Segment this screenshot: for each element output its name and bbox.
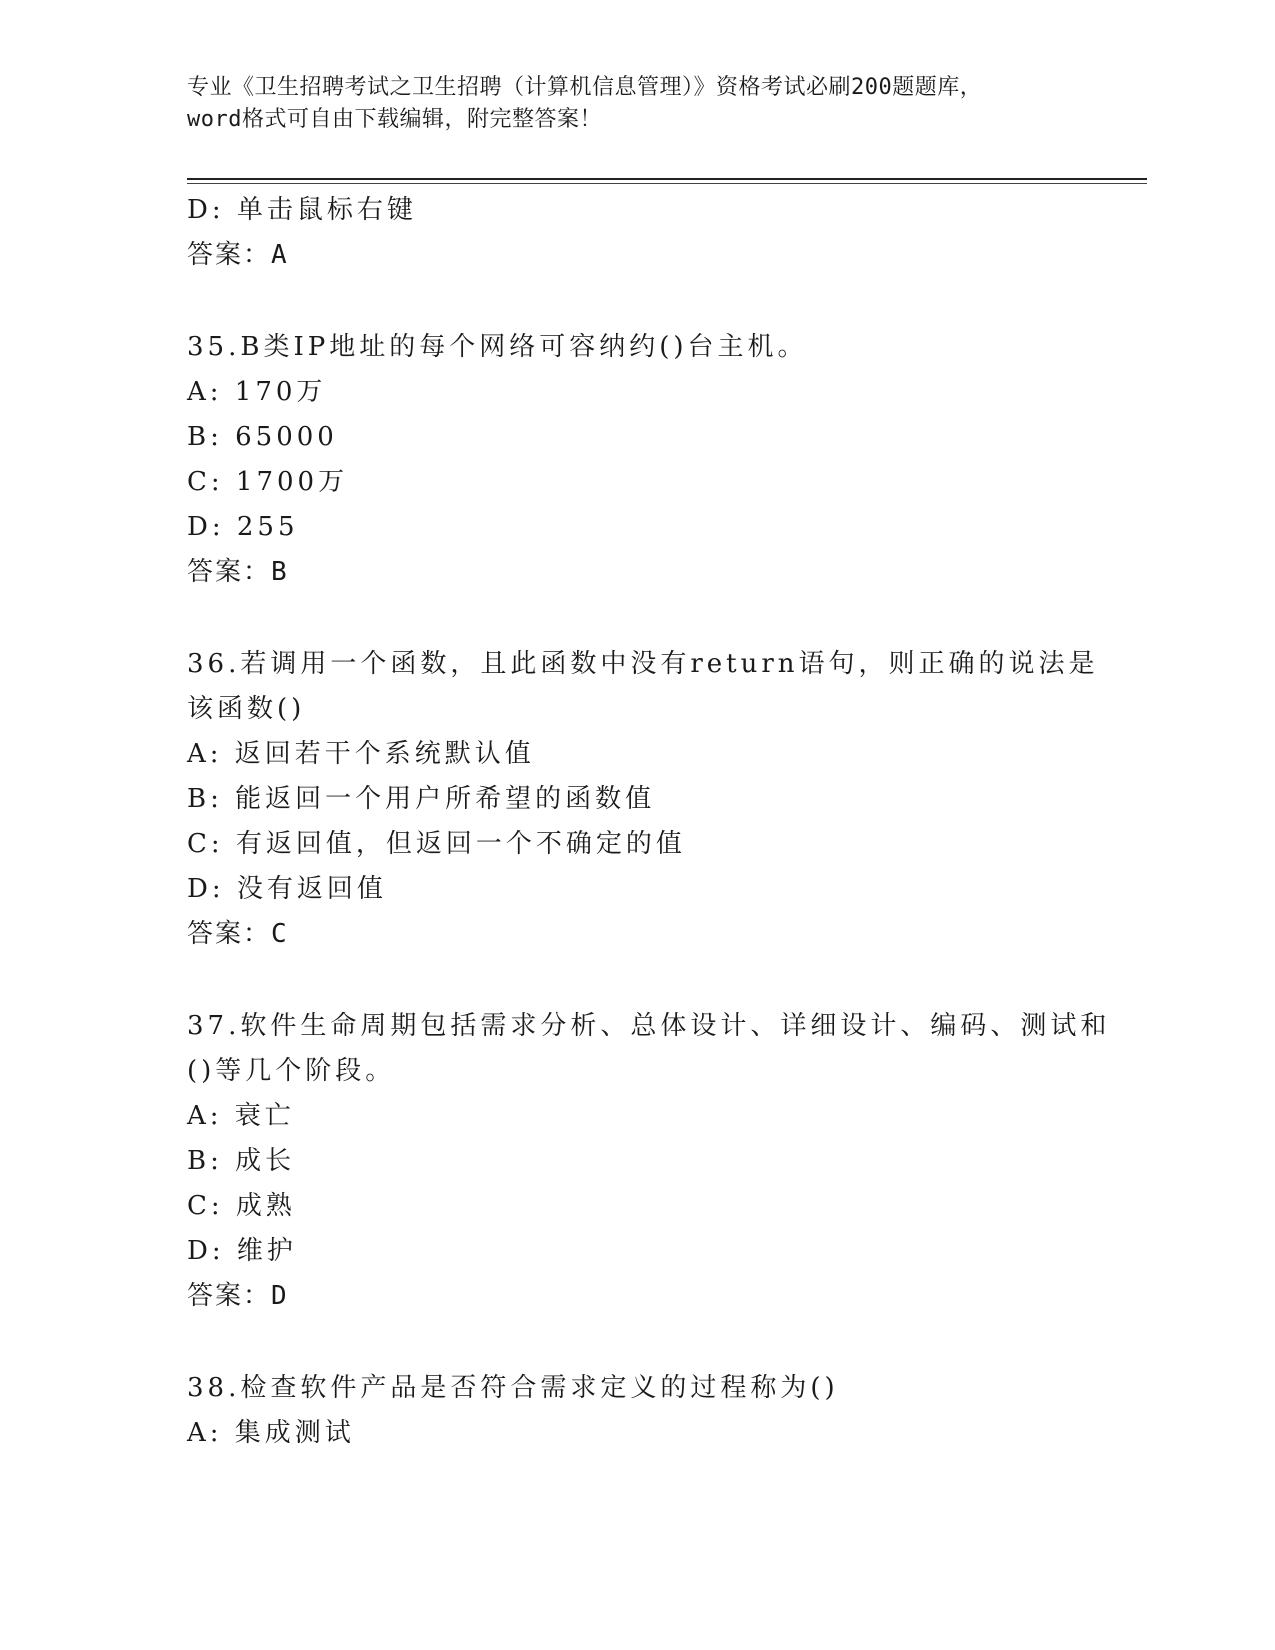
option-d: D: 没有返回值 [187, 874, 387, 904]
answer-value: B [271, 557, 288, 587]
answer-value: A [271, 240, 288, 270]
question-spacer [187, 957, 1087, 1004]
option-c: C: 有返回值，但返回一个不确定的值 [187, 829, 686, 859]
option-a: A: 衰亡 [187, 1101, 295, 1131]
question-35 [187, 325, 1087, 595]
question-stem: 37.软件生命周期包括需求分析、总体设计、详细设计、编码、测试和 [187, 1011, 1111, 1041]
question-stem: 38.检查软件产品是否符合需求定义的过程称为() [187, 1373, 839, 1403]
answer-label: 答案： [187, 557, 272, 587]
question-36 [187, 642, 1099, 957]
answer-line [187, 1274, 1087, 1319]
question-spacer [187, 278, 1087, 325]
answer-value: D [271, 1281, 288, 1311]
option-c: C: 1700万 [187, 467, 349, 497]
question-37 [187, 1004, 1111, 1319]
option-d: D: 255 [187, 512, 299, 542]
option-a: A: 集成测试 [187, 1418, 355, 1448]
header-line-1: 专业《卫生招聘考试之卫生招聘（计算机信息管理）》资格考试必刷200题题库， [187, 75, 983, 100]
option-d: D: 单击鼠标右键 [187, 195, 417, 225]
question-spacer [187, 1319, 1087, 1366]
option-a: A: 返回若干个系统默认值 [187, 739, 535, 769]
answer-label: 答案： [187, 240, 272, 270]
question-stem-continued: 该函数() [187, 694, 306, 724]
question-38 [187, 1366, 1087, 1456]
option-a: A: 170万 [187, 377, 327, 407]
answer-line [187, 233, 1087, 278]
question-stem: 36.若调用一个函数，且此函数中没有return语句，则正确的说法是 [187, 649, 1099, 679]
header-line-2: word格式可自由下载编辑，附完整答案！ [187, 107, 602, 132]
answer-line [187, 912, 1087, 957]
question-stem: 35.B类IP地址的每个网络可容纳约()台主机。 [187, 332, 808, 362]
option-b: B: 65000 [187, 422, 338, 452]
option-b: B: 能返回一个用户所希望的函数值 [187, 784, 656, 814]
answer-value: C [271, 919, 288, 949]
question-spacer [187, 595, 1087, 642]
option-d: D: 维护 [187, 1236, 297, 1266]
question-list [187, 188, 1111, 1456]
document-header [187, 72, 1087, 136]
header-divider-thin [187, 183, 1147, 184]
answer-line [187, 550, 1087, 595]
option-c: C: 成熟 [187, 1191, 296, 1221]
question-stem-continued: ()等几个阶段。 [187, 1056, 396, 1086]
answer-label: 答案： [187, 919, 272, 949]
option-b: B: 成长 [187, 1146, 296, 1176]
header-divider-thick [187, 178, 1147, 180]
answer-label: 答案： [187, 1281, 272, 1311]
